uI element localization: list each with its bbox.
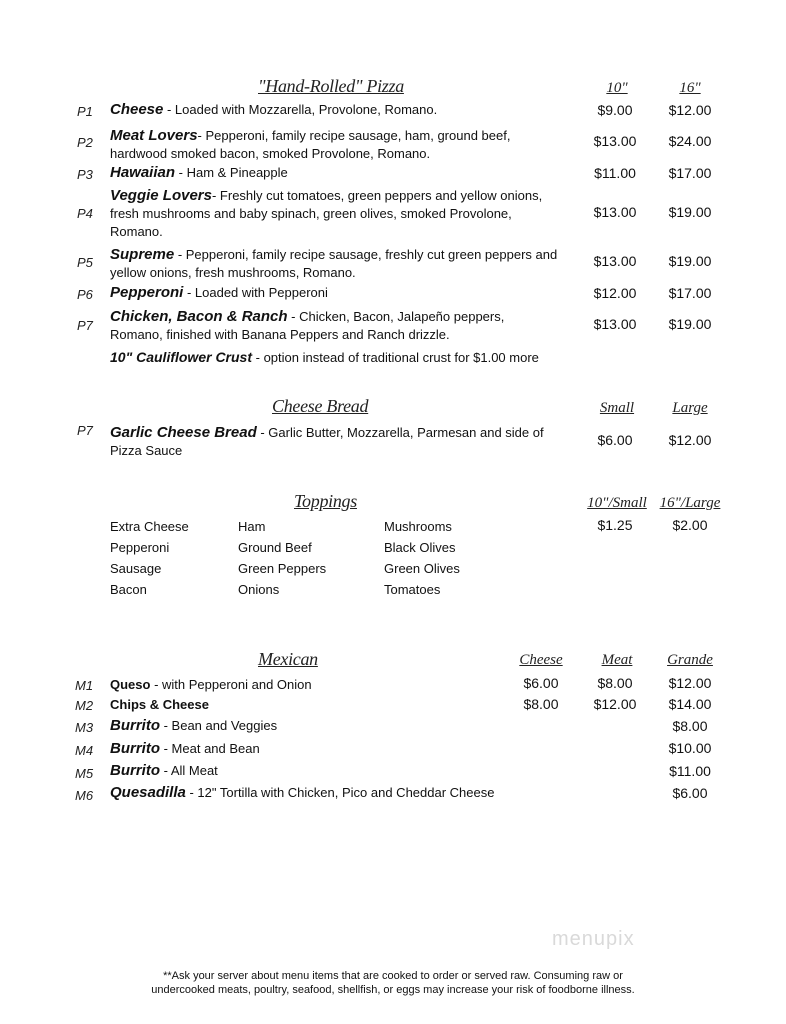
topping-item: Ground Beef xyxy=(238,540,312,555)
price-16in: $19.00 xyxy=(668,204,712,220)
item-code: P5 xyxy=(77,255,93,270)
price-16in: $19.00 xyxy=(668,316,712,332)
mexican-col-grande: Grande xyxy=(667,652,713,668)
item-name: 10" Cauliflower Crust xyxy=(110,349,253,365)
item-name: Burrito xyxy=(110,740,160,757)
item-code: P7 xyxy=(77,423,93,438)
topping-item: Green Peppers xyxy=(238,561,327,576)
price-meat: $8.00 xyxy=(597,675,633,691)
price-16in: $24.00 xyxy=(668,133,712,149)
item-code: P3 xyxy=(77,167,93,182)
mexican-col-meat: Meat xyxy=(601,652,633,668)
mexican-section-title: Mexican xyxy=(258,649,318,669)
price-10in: $9.00 xyxy=(597,102,633,118)
topping-item: Extra Cheese xyxy=(110,519,189,534)
price-large: $12.00 xyxy=(668,432,712,448)
menu-item-veggie-lovers xyxy=(110,187,560,241)
toppings-col-small: 10"/Small xyxy=(587,495,647,511)
item-desc: - All Meat xyxy=(160,763,218,778)
item-desc: - Ham & Pineapple xyxy=(175,165,288,180)
pizza-col-16in: 16" xyxy=(679,80,701,96)
price-grande: $12.00 xyxy=(668,675,712,691)
toppings-col-large: 16"/Large xyxy=(659,495,721,511)
price-small: $6.00 xyxy=(597,432,633,448)
item-code: P4 xyxy=(77,206,93,221)
item-name: Chicken, Bacon & Ranch xyxy=(110,308,288,325)
item-code: P7 xyxy=(77,318,93,333)
menu-item-burrito-veggie xyxy=(110,717,580,735)
item-code: P1 xyxy=(77,104,93,119)
menu-item-burrito-all-meat xyxy=(110,762,580,780)
topping-price-large: $2.00 xyxy=(672,517,708,533)
price-16in: $17.00 xyxy=(668,285,712,301)
pizza-section-title: "Hand-Rolled" Pizza xyxy=(258,76,404,96)
item-name: Cheese xyxy=(110,101,164,118)
item-desc: - Bean and Veggies xyxy=(160,718,278,733)
price-grande: $6.00 xyxy=(672,785,708,801)
item-desc: - Loaded with Mozzarella, Provolone, Romano. xyxy=(163,102,438,117)
price-16in: $19.00 xyxy=(668,253,712,269)
menu-item-garlic-cheese-bread xyxy=(110,424,560,460)
topping-item: Mushrooms xyxy=(384,519,452,534)
item-desc: - 12" Tortilla with Chicken, Pico and Cheddar Cheese xyxy=(185,785,495,800)
price-cheese: $6.00 xyxy=(523,675,559,691)
menu-item-quesadilla xyxy=(110,784,580,802)
topping-item: Sausage xyxy=(110,561,162,576)
pizza-col-10in: 10" xyxy=(606,80,628,96)
price-10in: $11.00 xyxy=(594,165,636,181)
item-desc: - Pepperoni, family recipe sausage, ham, ground beef, hardwood smoked bacon, smoked Provolone, Romano. xyxy=(110,128,511,161)
topping-item: Pepperoni xyxy=(110,540,170,555)
menu-item-cheese xyxy=(110,101,580,119)
price-10in: $12.00 xyxy=(593,285,637,301)
bread-col-small: Small xyxy=(599,400,635,416)
topping-item: Black Olives xyxy=(384,540,456,555)
topping-item: Green Olives xyxy=(384,561,460,576)
price-cheese: $8.00 xyxy=(523,696,559,712)
item-name: Pepperoni xyxy=(110,284,184,301)
price-10in: $13.00 xyxy=(593,133,637,149)
item-name: Burrito xyxy=(110,717,160,734)
price-16in: $12.00 xyxy=(668,102,712,118)
item-name: Queso xyxy=(110,677,151,692)
menu-item-supreme xyxy=(110,246,570,282)
item-desc: - option instead of traditional crust for $1.00 more xyxy=(252,350,539,365)
menu-item-burrito-meat-bean xyxy=(110,740,580,758)
food-safety-notice-line1: **Ask your server about menu items that are cooked to order or served raw. Consuming raw or xyxy=(163,970,623,982)
item-code: M3 xyxy=(75,720,94,735)
item-code: M2 xyxy=(75,698,94,713)
toppings-section-title: Toppings xyxy=(294,491,357,511)
item-desc: - Meat and Bean xyxy=(160,741,260,756)
item-desc: - Loaded with Pepperoni xyxy=(183,285,328,300)
price-10in: $13.00 xyxy=(593,316,637,332)
topping-item: Bacon xyxy=(110,582,147,597)
menu-item-chicken-bacon-ranch xyxy=(110,308,560,344)
bread-col-large: Large xyxy=(672,400,708,416)
cauliflower-crust-option xyxy=(110,348,580,367)
item-code: M1 xyxy=(75,678,94,693)
item-desc: - Freshly cut tomatoes, green peppers and yellow onions, fresh mushrooms and baby spinach, green olives, smoked Provolone, Romano. xyxy=(110,188,543,239)
item-name: Meat Lovers xyxy=(110,127,198,144)
item-name: Hawaiian xyxy=(110,164,176,181)
item-name: Chips & Cheese xyxy=(110,697,209,712)
item-code: P6 xyxy=(77,287,93,302)
item-name: Garlic Cheese Bread xyxy=(110,424,257,441)
price-grande: $10.00 xyxy=(668,740,712,756)
price-grande: $11.00 xyxy=(669,763,711,779)
item-code: M5 xyxy=(75,766,94,781)
item-desc: - with Pepperoni and Onion xyxy=(150,677,312,692)
price-16in: $17.00 xyxy=(668,165,712,181)
menu-item-hawaiian xyxy=(110,164,580,182)
price-10in: $13.00 xyxy=(593,253,637,269)
item-desc: - Pepperoni, family recipe sausage, freshly cut green peppers and yellow onions, fresh mushrooms, Romano. xyxy=(110,247,558,280)
mexican-col-cheese: Cheese xyxy=(519,652,563,668)
price-meat: $12.00 xyxy=(593,696,637,712)
price-10in: $13.00 xyxy=(593,204,637,220)
item-name: Quesadilla xyxy=(110,784,186,801)
item-code: P2 xyxy=(77,135,93,150)
menu-item-meat-lovers xyxy=(110,127,540,163)
price-grande: $8.00 xyxy=(672,718,708,734)
price-grande: $14.00 xyxy=(668,696,712,712)
item-desc: - Garlic Butter, Mozzarella, Parmesan and side of Pizza Sauce xyxy=(110,425,544,458)
topping-item: Tomatoes xyxy=(384,582,441,597)
topping-item: Onions xyxy=(238,582,280,597)
item-name: Burrito xyxy=(110,762,160,779)
food-safety-notice-line2: undercooked meats, poultry, seafood, shellfish, or eggs may increase your risk of foodborne illness. xyxy=(151,984,635,996)
item-code: M6 xyxy=(75,788,94,803)
item-name: Supreme xyxy=(110,246,175,263)
watermark-logo: menupix xyxy=(552,928,635,950)
item-code: M4 xyxy=(75,743,94,758)
menu-item-pepperoni xyxy=(110,284,580,302)
topping-price-small: $1.25 xyxy=(597,517,633,533)
bread-section-title: Cheese Bread xyxy=(272,396,369,416)
item-name: Veggie Lovers xyxy=(110,187,212,204)
topping-item: Ham xyxy=(238,519,266,534)
item-desc: - Chicken, Bacon, Jalapeño peppers, Romano, finished with Banana Peppers and Ranch drizzle. xyxy=(110,309,505,342)
